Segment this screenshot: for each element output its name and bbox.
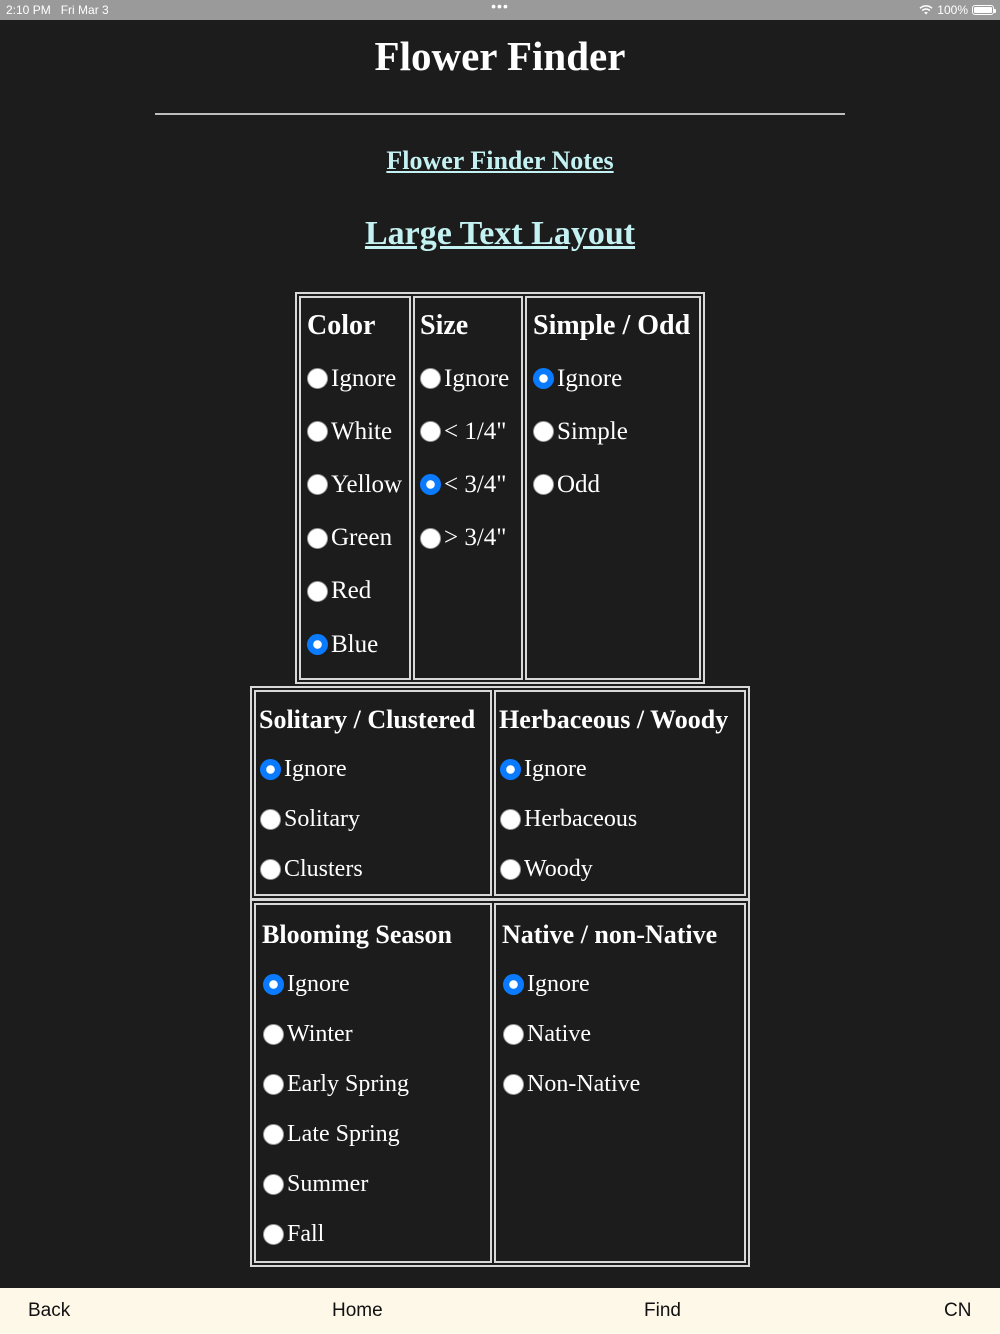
- solitary-clustered-heading: Solitary / Clustered: [259, 705, 476, 734]
- header-divider: [155, 113, 845, 115]
- radio-unselected-icon[interactable]: [420, 368, 441, 389]
- size-filter: [413, 296, 523, 680]
- radio-unselected-icon[interactable]: [500, 809, 521, 830]
- herbaceous-woody-option-label: Woody: [524, 855, 593, 882]
- native-option-label: Non-Native: [527, 1070, 641, 1097]
- blooming-season-option-label: Ignore: [287, 970, 350, 997]
- blooming-season-option[interactable]: [256, 1009, 490, 1059]
- blooming-season-option[interactable]: [256, 959, 490, 1009]
- radio-unselected-icon[interactable]: [307, 474, 328, 495]
- flower-finder-notes-link[interactable]: Flower Finder Notes: [386, 146, 614, 175]
- radio-selected-icon[interactable]: [500, 759, 521, 780]
- blooming-season-option[interactable]: [256, 1109, 490, 1159]
- blooming-season-option-label: Early Spring: [287, 1070, 409, 1097]
- blooming-season-option[interactable]: [256, 1209, 490, 1259]
- home-button[interactable]: Home: [332, 1300, 383, 1321]
- status-time: 2:10 PM: [6, 3, 51, 17]
- bottom-toolbar: [0, 1288, 1000, 1334]
- radio-selected-icon[interactable]: [260, 759, 281, 780]
- filter-table-bottom: [250, 899, 750, 1267]
- solitary-clustered-filter: [254, 690, 492, 896]
- radio-unselected-icon[interactable]: [263, 1074, 284, 1095]
- find-button[interactable]: Find: [644, 1300, 681, 1321]
- native-heading: Native / non-Native: [502, 920, 718, 949]
- color-option[interactable]: [301, 458, 409, 511]
- simple-odd-option-label: Odd: [557, 470, 601, 498]
- native-option-label: Native: [527, 1020, 591, 1047]
- blooming-season-filter: [254, 903, 492, 1263]
- simple-odd-heading: Simple / Odd: [533, 310, 691, 341]
- radio-unselected-icon[interactable]: [263, 1224, 284, 1245]
- color-option-label: White: [331, 417, 393, 445]
- color-option-label: Yellow: [331, 470, 403, 498]
- radio-unselected-icon[interactable]: [307, 421, 328, 442]
- size-option[interactable]: [415, 458, 521, 511]
- native-filter: [494, 903, 746, 1263]
- filter-table-middle: [250, 686, 750, 900]
- simple-odd-filter: [525, 296, 701, 680]
- radio-unselected-icon[interactable]: [533, 474, 554, 495]
- color-option-label: Red: [331, 577, 372, 605]
- blooming-season-option-label: Late Spring: [287, 1120, 400, 1147]
- native-option[interactable]: [496, 959, 744, 1009]
- blooming-season-option[interactable]: [256, 1059, 490, 1109]
- color-option[interactable]: [301, 618, 409, 671]
- simple-odd-option[interactable]: [527, 458, 699, 511]
- battery-percent: 100%: [937, 3, 968, 17]
- radio-unselected-icon[interactable]: [307, 368, 328, 389]
- radio-unselected-icon[interactable]: [307, 581, 328, 602]
- size-option[interactable]: [415, 352, 521, 405]
- radio-unselected-icon[interactable]: [260, 859, 281, 880]
- simple-odd-option[interactable]: [527, 405, 699, 458]
- native-option[interactable]: [496, 1009, 744, 1059]
- radio-unselected-icon[interactable]: [500, 859, 521, 880]
- size-option[interactable]: [415, 512, 521, 565]
- simple-odd-option-label: Ignore: [557, 364, 623, 392]
- simple-odd-option[interactable]: [527, 352, 699, 405]
- herbaceous-woody-option-label: Ignore: [524, 755, 587, 782]
- solitary-clustered-option[interactable]: [256, 844, 490, 894]
- blooming-season-heading: Blooming Season: [262, 920, 452, 949]
- color-option-label: Blue: [331, 630, 379, 658]
- back-button[interactable]: Back: [28, 1300, 71, 1321]
- color-heading: Color: [307, 310, 376, 341]
- battery-icon: [972, 5, 994, 15]
- color-option-label: Ignore: [331, 364, 397, 392]
- color-option[interactable]: [301, 512, 409, 565]
- radio-unselected-icon[interactable]: [307, 528, 328, 549]
- solitary-clustered-option[interactable]: [256, 744, 490, 794]
- radio-unselected-icon[interactable]: [503, 1024, 524, 1045]
- filter-table-top: [295, 292, 705, 684]
- color-option[interactable]: [301, 405, 409, 458]
- radio-unselected-icon[interactable]: [260, 809, 281, 830]
- color-option[interactable]: [301, 352, 409, 405]
- herbaceous-woody-option-label: Herbaceous: [524, 805, 638, 832]
- blooming-season-option[interactable]: [256, 1159, 490, 1209]
- radio-unselected-icon[interactable]: [420, 528, 441, 549]
- radio-unselected-icon[interactable]: [533, 421, 554, 442]
- radio-selected-icon[interactable]: [307, 634, 328, 655]
- herbaceous-woody-heading: Herbaceous / Woody: [499, 705, 729, 734]
- simple-odd-option-label: Simple: [557, 417, 628, 445]
- radio-unselected-icon[interactable]: [503, 1074, 524, 1095]
- status-date: Fri Mar 3: [60, 3, 109, 17]
- herbaceous-woody-option[interactable]: [496, 844, 744, 894]
- herbaceous-woody-filter: [494, 690, 746, 896]
- page-title: Flower Finder: [374, 33, 626, 79]
- status-bar: [0, 0, 1000, 20]
- radio-unselected-icon[interactable]: [420, 421, 441, 442]
- solitary-clustered-option[interactable]: [256, 794, 490, 844]
- size-option[interactable]: [415, 405, 521, 458]
- blooming-season-option-label: Winter: [287, 1020, 353, 1047]
- large-text-layout-link[interactable]: Large Text Layout: [364, 215, 636, 252]
- radio-selected-icon[interactable]: [533, 368, 554, 389]
- radio-selected-icon[interactable]: [420, 474, 441, 495]
- radio-selected-icon[interactable]: [503, 974, 524, 995]
- status-right: [919, 3, 994, 17]
- radio-unselected-icon[interactable]: [263, 1024, 284, 1045]
- herbaceous-woody-option[interactable]: [496, 794, 744, 844]
- solitary-clustered-option-label: Ignore: [284, 755, 347, 782]
- color-option[interactable]: [301, 565, 409, 618]
- blooming-season-option-label: Summer: [287, 1170, 369, 1197]
- size-heading: Size: [420, 310, 469, 341]
- radio-unselected-icon[interactable]: [263, 1174, 284, 1195]
- radio-selected-icon[interactable]: [263, 974, 284, 995]
- solitary-clustered-option-label: Clusters: [284, 855, 363, 882]
- size-option-label: > 3/4": [444, 524, 507, 552]
- color-option-label: Green: [331, 524, 393, 552]
- solitary-clustered-option-label: Solitary: [284, 805, 360, 832]
- herbaceous-woody-option[interactable]: [496, 744, 744, 794]
- multitasking-dots[interactable]: •••: [491, 0, 509, 14]
- size-option-label: < 3/4": [444, 470, 507, 498]
- color-filter: [299, 296, 411, 680]
- wifi-icon: [919, 5, 933, 15]
- radio-unselected-icon[interactable]: [263, 1124, 284, 1145]
- blooming-season-option-label: Fall: [287, 1220, 325, 1247]
- native-option[interactable]: [496, 1059, 744, 1109]
- cn-button[interactable]: CN: [944, 1300, 972, 1321]
- native-option-label: Ignore: [527, 970, 590, 997]
- size-option-label: Ignore: [444, 364, 510, 392]
- size-option-label: < 1/4": [444, 417, 507, 445]
